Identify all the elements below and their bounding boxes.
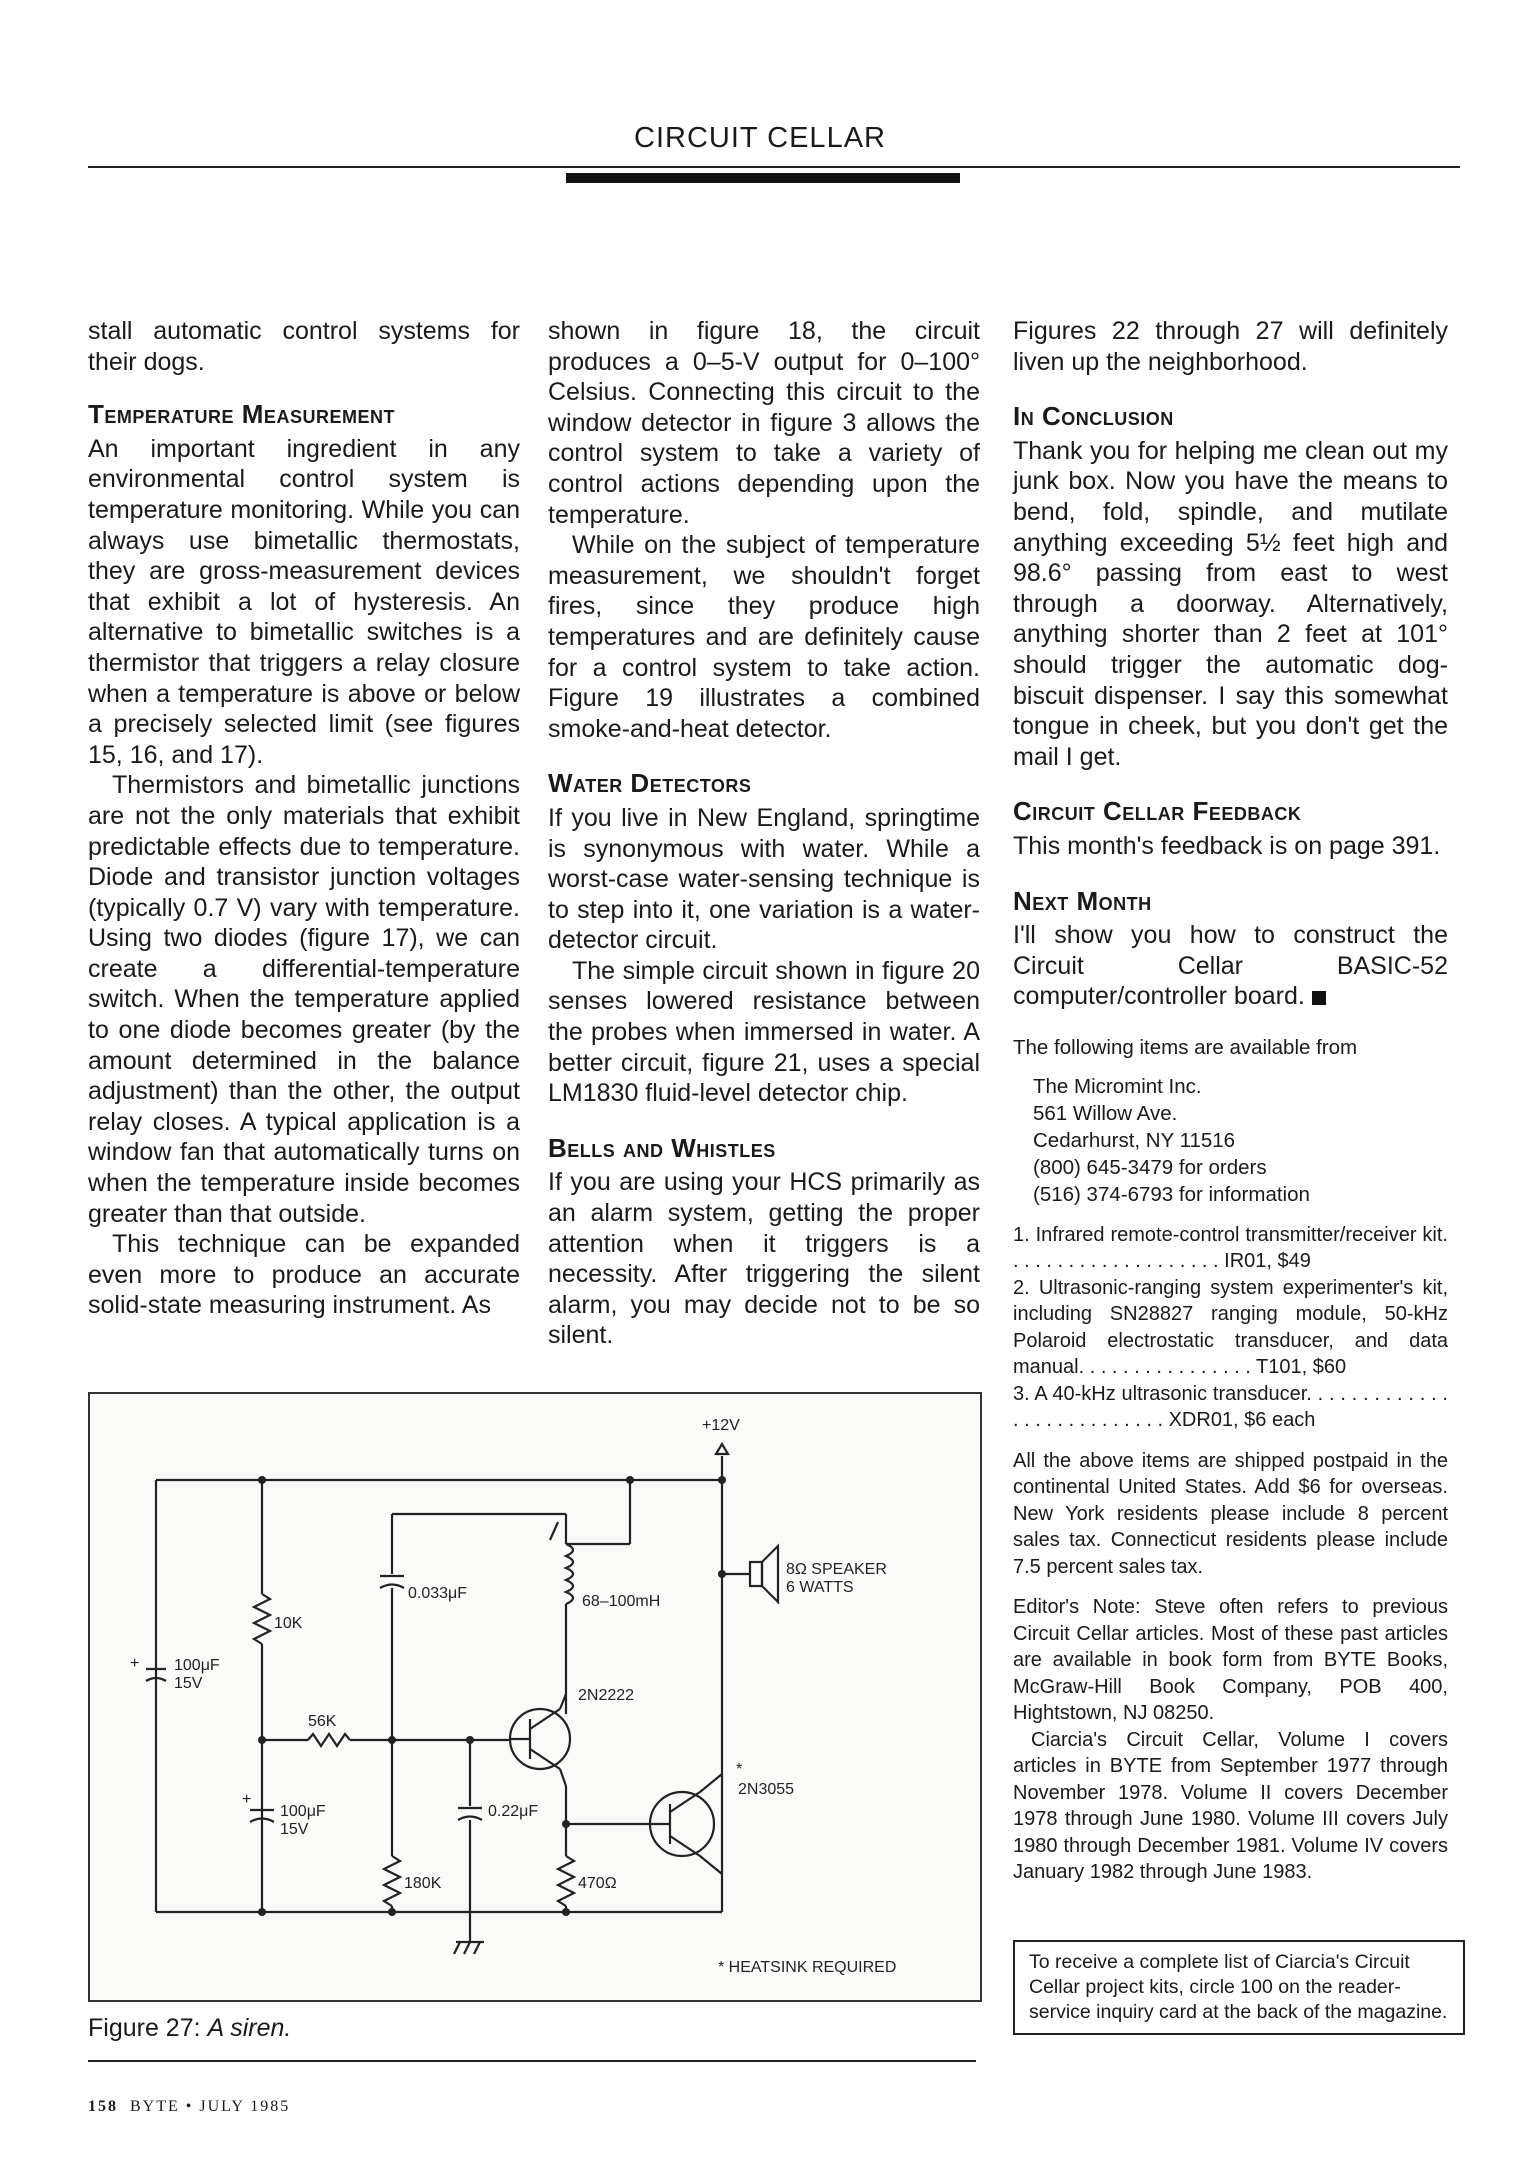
resistor-180k [384, 1856, 400, 1906]
label-q2-star: * [736, 1761, 743, 1778]
address-line: Cedarhurst, NY 11516 [1033, 1128, 1236, 1152]
col3-paragraph: This month's feedback is on page 391. [1013, 831, 1441, 860]
label-heatsink: * HEATSINK REQUIRED [718, 1959, 897, 1976]
label-12v: +12V [702, 1417, 740, 1434]
label-c100b-voltage: 15V [280, 1821, 309, 1838]
speaker-icon [750, 1562, 762, 1586]
label-inductor: 68–100mH [582, 1593, 661, 1610]
col2-paragraph: If you are using your HCS primarily as an alarm system, getting the proper attention when it triggers is a necessity. After triggering the silent alarm, you may decide not to be so silent. [548, 1168, 980, 1350]
figure-title: A siren. [207, 2014, 292, 2042]
label-speaker-watts: 6 WATTS [786, 1579, 854, 1596]
figure-siren-schematic [88, 1392, 982, 2002]
column-1 [88, 316, 520, 1321]
figure-caption [88, 2014, 291, 2043]
volumes-text: Ciarcia's Circuit Cellar, Volume I covers articles in BYTE from September 1977 through November 1978. Volume II covers December 1978 through June 1980. Volume III covers July 1980 through December 1981. Volume IV covers January 1982 through June 1983. [1013, 1728, 1448, 1884]
label-r470: 470Ω [578, 1875, 617, 1892]
label-c022: 0.22μF [488, 1803, 539, 1820]
label-r56k: 56K [308, 1713, 337, 1730]
col1-paragraph: This technique can be expanded even more to produce an accurate solid-state measuring instrument. As [88, 1230, 520, 1320]
resistor-10k [254, 1594, 270, 1644]
availability-intro: The following items are available from [1013, 1035, 1358, 1059]
magazine-info: BYTE • JULY 1985 [130, 2098, 291, 2115]
list-item: 3. A 40-kHz ultrasonic transducer. . . . . . . . . . . . . . . . . . . . . . . . . . . XDR01, $6 each [1013, 1382, 1448, 1432]
end-mark-icon [1312, 991, 1326, 1005]
list-item: 2. Ultrasonic-ranging system experimenter's kit, including SN28827 ranging module, 50-kHz Polaroid electrostatic transducer, and data manual. . . . . . . . . . . . . . . . T101, $60 [1013, 1276, 1448, 1379]
label-r10k: 10K [274, 1615, 303, 1632]
heading-temperature-measurement: Temperature Measurement [88, 399, 395, 430]
address-line: 561 Willow Ave. [1033, 1101, 1178, 1125]
heading-in-conclusion: In Conclusion [1013, 401, 1174, 432]
col3-paragraph: Figures 22 through 27 will definitely liven up the neighborhood. [1013, 317, 1448, 376]
resistor-470 [558, 1856, 574, 1906]
header-rule [88, 166, 1460, 168]
item-list [1013, 1222, 1448, 1434]
heading-bells-and-whistles: Bells and Whistles [548, 1132, 776, 1163]
supplier-address [1033, 1073, 1448, 1208]
column-2 [548, 316, 980, 1351]
header-bar [566, 173, 960, 183]
label-speaker: 8Ω SPEAKER [786, 1561, 887, 1578]
col2-paragraph: shown in figure 18, the circuit produces a 0–5-V output for 0–100° Celsius. Connecting this circuit to the window detector in figure 3 allows the control system to take a variety of control actions depending upon the temperature. [548, 317, 980, 529]
label-r180k: 180K [404, 1875, 442, 1892]
footer-rule [88, 2060, 976, 2062]
label-c033: 0.033μF [408, 1585, 468, 1602]
figure-label: Figure 27: [88, 2014, 201, 2042]
address-line: The Micromint Inc. [1033, 1074, 1202, 1098]
shipping-note [1013, 1448, 1448, 1581]
list-item: 1. Infrared remote-control transmitter/receiver kit. . . . . . . . . . . . . . . . . . . . IR01, $49 [1013, 1223, 1448, 1273]
next-month-text: I'll show you how to construct the Circuit Cellar BASIC-52 computer/controller board. [1013, 921, 1448, 1011]
column-3 [1013, 316, 1448, 1886]
address-line: (800) 645-3479 for orders [1033, 1155, 1267, 1179]
editors-note [1013, 1594, 1448, 1886]
v12-terminal-icon [716, 1444, 728, 1454]
heading-next-month: Next Month [1013, 885, 1152, 916]
col3-paragraph: Thank you for helping me clean out my junk box. Now you have the means to bend, fold, spindle, and mutilate anything exceeding 5½ feet high and 98.6° passing from east to west through a doorway. Alternatively, anything shorter than 2 feet at 101° should trigger the automatic dog-biscuit dispenser. I say this somewhat tongue in cheek, but you don't get the mail I get. [1013, 436, 1448, 771]
page-footer [88, 2098, 290, 2116]
address-line: (516) 374-6793 for information [1033, 1182, 1310, 1206]
label-c100a-voltage: 15V [174, 1675, 203, 1692]
col3-paragraph [1013, 920, 1448, 1012]
editors-note-text: Editor's Note: Steve often refers to previous Circuit Cellar articles. Most of these past articles are available in book form from BYTE Books, McGraw-Hill Book Company, POB 400, Hightstown, NJ 08250. [1013, 1596, 1448, 1725]
col1-paragraph: An important ingredient in any environmental control system is temperature monitoring. While you can always use bimetallic thermostats, they are gross-measurement devices that exhibit a lot of hysteresis. An alternative to bimetallic switches is a thermistor that triggers a relay closure when a temperature is above or below a precisely selected limit (see figures 15, 16, and 17). [88, 434, 520, 769]
heading-water-detectors: Water Detectors [548, 768, 752, 799]
col2-paragraph: While on the subject of temperature measurement, we shouldn't forget fires, since they produce high temperatures and are definitely cause for a control system to take action. Figure 19 illustrates a combined smoke-and-heat detector. [548, 531, 980, 743]
col1-intro: stall automatic control systems for their dogs. [88, 317, 520, 376]
col2-paragraph: The simple circuit shown in figure 20 senses lowered resistance between the probes when immersed in water. A better circuit, figure 21, uses a special LM1830 fluid-level detector chip. [548, 956, 980, 1108]
reader-service-box: To receive a complete list of Ciarcia's Circuit Cellar project kits, circle 100 on the reader-service inquiry card at the back of the magazine. [1013, 1940, 1465, 2035]
ground-icon [454, 1942, 460, 1954]
heading-feedback: Circuit Cellar Feedback [1013, 796, 1302, 827]
resistor-56k [308, 1734, 350, 1746]
col1-paragraph: Thermistors and bimetallic junctions are not the only materials that exhibit predictable effects due to temperature. Diode and transistor junction voltages (typically 0.7 V) vary with temperature. Using two diodes (figure 17), we can create a differential-temperature switch. When the temperature applied to one diode becomes greater (by the amount determined in the balance adjustment) than the other, the output relay closes. A typical application is a window fan that automatically turns on when the temperature inside becomes greater than that outside. [88, 771, 520, 1228]
shipping-text: All the above items are shipped postpaid in the continental United States. Add $6 for overseas. New York residents please include 8 percent sales tax. Connecticut residents please include 7.5 percent sales tax. [1013, 1449, 1448, 1578]
label-plus-2: + [242, 1791, 252, 1808]
page-number: 158 [88, 2098, 118, 2115]
label-q2: 2N3055 [738, 1781, 795, 1798]
inductor-68-100mh [566, 1544, 573, 1604]
page-header-title: CIRCUIT CELLAR [634, 122, 886, 154]
label-q1: 2N2222 [578, 1687, 635, 1704]
col2-paragraph: If you live in New England, springtime is synonymous with water. While a worst-case water-sensing technique is to step into it, one variation is a water-detector circuit. [548, 803, 980, 955]
schematic-svg [90, 1394, 980, 2000]
label-plus-1: + [130, 1655, 140, 1672]
label-c100a: 100μF [174, 1657, 220, 1674]
label-c100b: 100μF [280, 1803, 326, 1820]
